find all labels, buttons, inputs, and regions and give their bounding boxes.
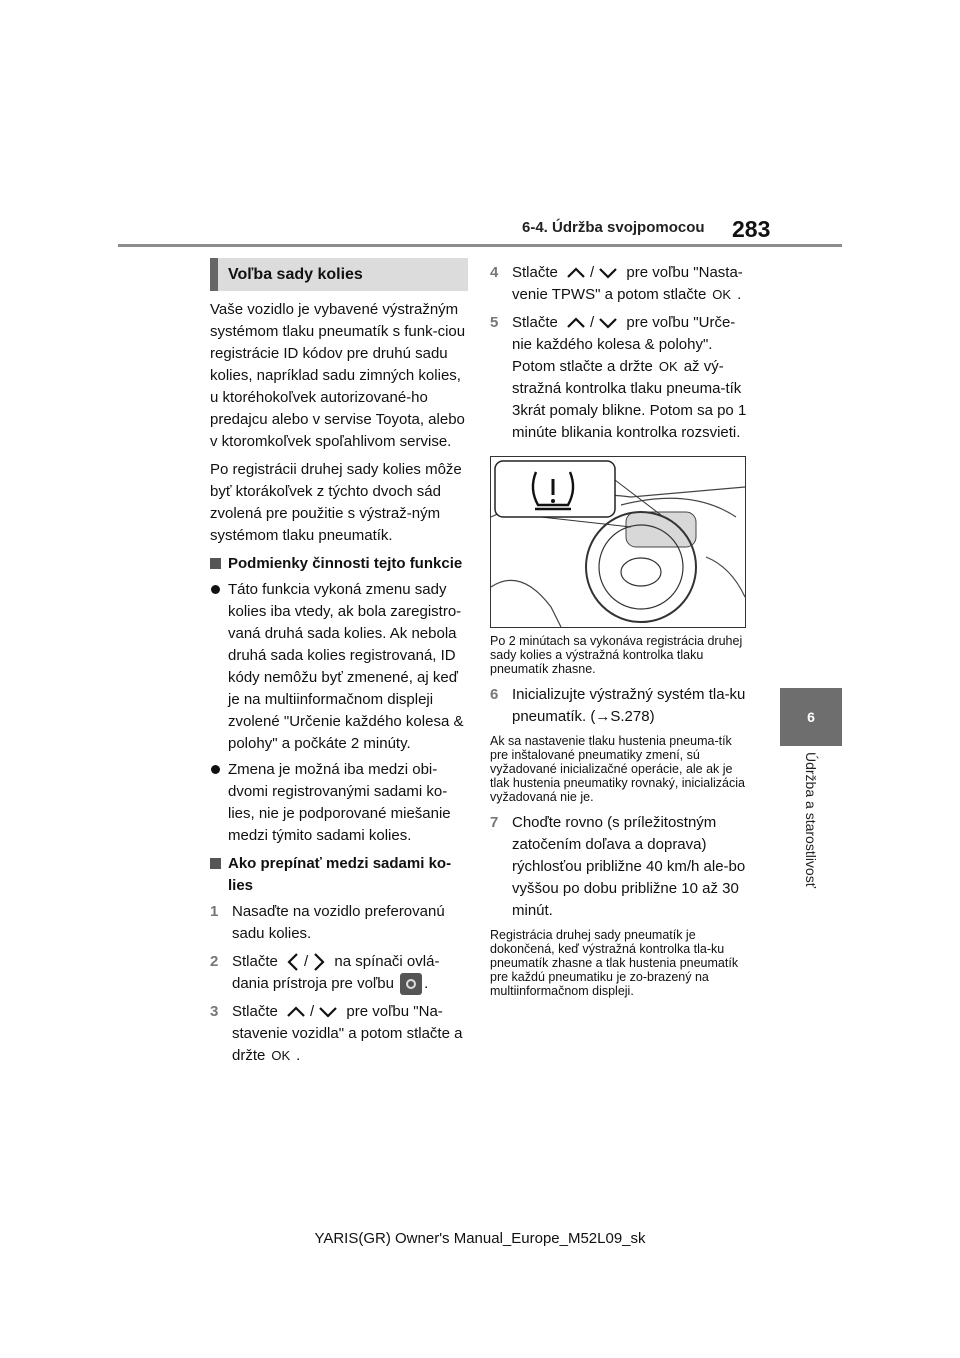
step-text: Stlačte (232, 953, 278, 970)
chevron-up-icon (566, 316, 586, 330)
left-column (210, 258, 468, 1073)
separator: / (304, 953, 309, 970)
note-paragraph: Ak sa nastavenie tlaku hustenia pneuma-tík pre inštalované pneumatiky zmení, sú vyžadované inicializačné operácie, ale ak je tlak hustenia pneumatiky rovnaký, inicializácia vyžadovaná nie je. (490, 734, 745, 805)
page-footer: YARIS(GR) Owner's Manual_Europe_M52L09_sk (314, 1230, 646, 1247)
step-text: pre voľbu "Na-stavenie vozidla" a potom stlačte a držte (232, 1003, 463, 1065)
step-3 (210, 1001, 468, 1067)
step-text: Stlačte (512, 264, 558, 281)
step-text: . (737, 286, 742, 303)
step-text: Stlačte (232, 1003, 278, 1021)
subheading-text: Podmienky činnosti tejto funkcie (228, 555, 463, 572)
step-7 (490, 812, 752, 922)
ok-button-icon: OK (712, 287, 732, 303)
step-text: na spínači ovlá-dania prístroja pre voľbu (232, 953, 440, 992)
second-paragraph: Po registrácii druhej sady kolies môže byť ktorákoľvek z týchto dvoch sád zvolená pre použitie s výstraž-ným systémom tlaku pneumatík. (210, 461, 462, 544)
step-number: 7 (490, 814, 499, 832)
chevron-down-icon (318, 1005, 338, 1019)
step-number: 3 (210, 1003, 219, 1021)
step-text: pre voľbu "Urče-nie každého kolesa & polohy". Potom stlačte a držte (512, 314, 736, 376)
step-5 (490, 312, 752, 444)
step-text: Inicializujte výstražný systém tla-ku pneumatík. (→S.278) (512, 686, 746, 726)
step-number: 6 (490, 686, 499, 704)
step-text: Nasaďte na vozidlo preferovanú sadu kolies. (232, 903, 445, 942)
step-number: 5 (490, 314, 499, 332)
bullet-item (210, 579, 468, 755)
dashboard-illustration (490, 456, 746, 628)
chevron-down-icon (598, 316, 618, 330)
chevron-right-icon (312, 952, 326, 972)
settings-gear-icon (400, 973, 422, 995)
page-number: 283 (732, 216, 771, 242)
step-number: 2 (210, 953, 219, 970)
step-text: pre voľbu "Nasta-venie TPWS" a potom stlačte (512, 264, 743, 303)
step-text: . (424, 975, 429, 992)
step-text: Choďte rovno (s príležitostným zatočením doľava a doprava) rýchlosťou približne 40 km/h ale-bo vyššou po dobu približne 10 až 30 minút. (512, 814, 746, 920)
note-paragraph: Registrácia druhej sady pneumatík je dokončená, keď výstražná kontrolka tla-ku pneumatík zhasne a tlak hustenia pneumatík pre každú pneumatiku je zo-brazený na multiinformačnom displeji. (490, 928, 739, 999)
bullet-text: Táto funkcia vykoná zmenu sady kolies iba vtedy, ak bola zaregistro-vaná druhá sada kolies. Ak nebola druhá sada kolies registrovaná, ID kódy nemôžu byť zmenené, aj keď je na multiinformačnom displeji zvolené "Určenie každého kolesa & polohy" a počkáte 2 minúty. (228, 581, 464, 752)
ok-button-icon: OK (271, 1048, 291, 1064)
intro-paragraph: Vaše vozidlo je vybavené výstražným systémom tlaku pneumatík s funk-ciou registrácie ID kódov pre druhú sadu kolies, napríklad sadu zimných kolies, u ktoréhokoľvek autorizované-ho predajcu alebo v servise Toyota, alebo v ktoromkoľvek spoľahlivom servise. (210, 301, 466, 450)
step-4 (490, 262, 752, 306)
bullet-dot-icon (211, 585, 220, 594)
step-text: až vý-stražná kontrolka tlaku pneuma-tík 3krát pomaly blikne. Potom sa po 1 minúte blikania kontrolka rozsvieti. (512, 358, 747, 442)
step-1 (210, 901, 468, 945)
subheading-text: Ako prepínať medzi sadami ko-lies (228, 855, 452, 894)
step-2 (210, 951, 468, 995)
separator: / (590, 314, 595, 332)
chevron-left-icon (286, 952, 300, 972)
bullet-text: Zmena je možná iba medzi obi-dvomi registrovanými sadami ko-lies, nie je podporované miešanie medzi týmito sadami kolies. (228, 761, 451, 844)
subheading-switching (210, 853, 468, 897)
step-number: 1 (210, 903, 219, 920)
right-column (490, 262, 752, 1006)
figure-caption: Po 2 minútach sa vykonáva registrácia druhej sady kolies a výstražná kontrolka tlaku pneumatík zhasne. (490, 634, 743, 677)
step-6 (490, 684, 752, 728)
step-text: . (296, 1047, 301, 1065)
ok-button-icon: OK (658, 359, 678, 375)
chevron-up-icon (566, 266, 586, 280)
square-bullet-icon (210, 558, 221, 569)
steering-wheel-illustration (491, 457, 745, 627)
section-heading: 6-4. Údržba svojpomocou (522, 219, 705, 236)
step-text: Stlačte (512, 314, 558, 332)
chapter-tab-number: 6 (780, 688, 842, 746)
subheading-conditions (210, 553, 468, 575)
section-title: Voľba sady kolies (210, 258, 468, 291)
header-rule (118, 244, 842, 247)
chevron-down-icon (598, 266, 618, 280)
square-bullet-icon (210, 858, 221, 869)
bullet-item (210, 759, 468, 847)
bullet-dot-icon (211, 765, 220, 774)
separator: / (590, 264, 595, 281)
separator: / (310, 1003, 315, 1021)
chapter-tab-label: Údržba a starostlivosť (803, 752, 819, 888)
chevron-up-icon (286, 1005, 306, 1019)
step-number: 4 (490, 264, 499, 281)
